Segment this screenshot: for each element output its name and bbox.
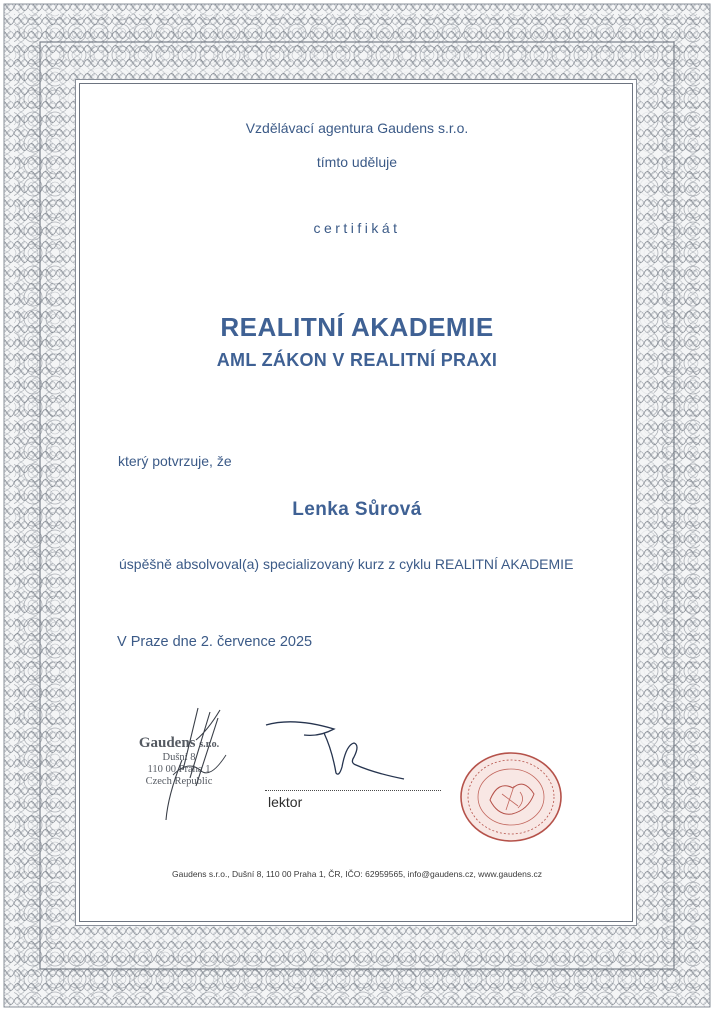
stamp-company: Gaudens xyxy=(138,735,196,751)
signature-line xyxy=(265,790,441,791)
stamp-street: Dušní 8 xyxy=(162,752,196,764)
grants-line: tímto uděluje xyxy=(316,154,398,170)
footer-contact: Gaudens s.r.o., Dušní 8, 110 00 Praha 1, ČR, IČO: 62959565, info@gaudens.cz, www.gaudens.cz xyxy=(172,869,542,879)
stamp-suffix: s.r.o. xyxy=(199,739,220,750)
recipient-name: Lenka Sůrová xyxy=(292,499,422,520)
director-signature xyxy=(138,700,238,825)
certificate-title: REALITNÍ AKADEMIE xyxy=(220,312,494,342)
stamp-country: Czech Republic xyxy=(145,776,213,788)
certificate-word: certifikát xyxy=(313,220,401,236)
completion-line: úspěšně absolvoval(a) specializovaný kurz z cyklu REALITNÍ AKADEMIE xyxy=(119,556,574,572)
lecturer-signature xyxy=(264,715,414,787)
confirms-line: který potvrzuje, že xyxy=(118,453,232,469)
red-seal xyxy=(458,750,564,844)
lecturer-label: lektor xyxy=(268,794,303,810)
place-date: V Praze dne 2. července 2025 xyxy=(117,634,313,650)
certificate-subtitle: AML ZÁKON V REALITNÍ PRAXI xyxy=(216,350,498,370)
stamp-city: 110 00 Praha 1 xyxy=(147,764,211,776)
agency-line: Vzdělávací agentura Gaudens s.r.o. xyxy=(245,120,469,136)
